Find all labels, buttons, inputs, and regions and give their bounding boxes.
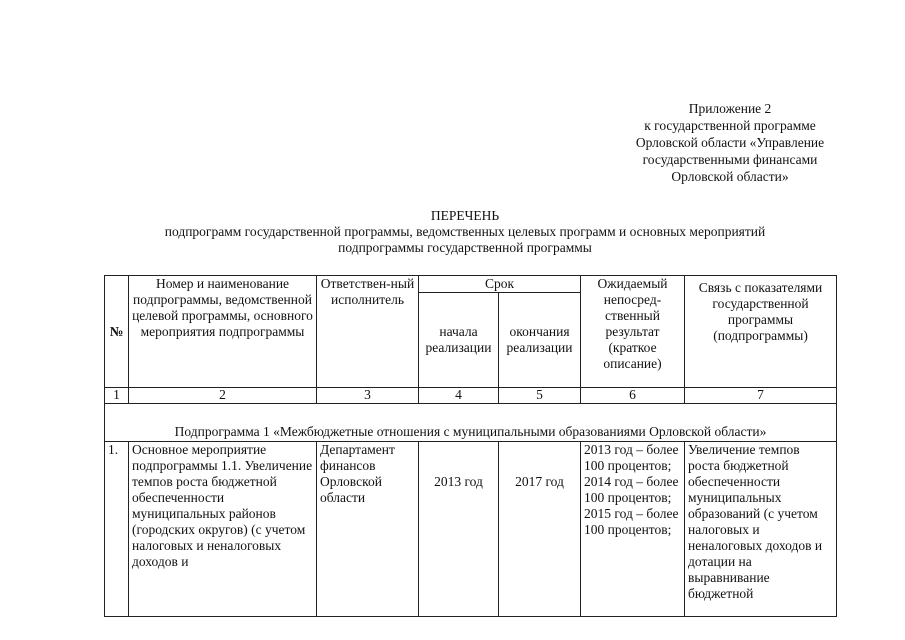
header-no: № [105,276,129,388]
header-result: Ожидаемый непосред-ственный результат (краткое описание) [581,276,685,388]
row-end: 2017 год [499,442,581,617]
header-executor: Ответствен-ный исполнитель [317,276,419,388]
column-number: 7 [685,388,837,404]
row-result: 2013 год – более 100 процентов; 2014 год – более 100 процентов; 2015 год – более 100 процентов; [581,442,685,617]
row-link: Увеличение темпов роста бюджетной обеспеченности муниципальных образований (с учетом налоговых и неналоговых доходов и дотации на выравнивание бюджетной [685,442,837,617]
appendix-line: к государственной программе [644,118,816,133]
column-number: 4 [419,388,499,404]
header-link: Связь с показателями государственной программы (подпрограммы) [685,276,837,388]
title-heading: ПЕРЕЧЕНЬ [430,208,500,223]
row-name: Основное мероприятие подпрограммы 1.1. Увеличение темпов роста бюджетной обеспеченности муниципальных районов (городских округов) (с учетом налоговых и неналоговых доходов и [129,442,317,617]
measures-table [104,275,837,617]
column-number: 2 [129,388,317,404]
title-line-2: подпрограммы государственной программы [338,240,592,255]
appendix-header [600,100,860,185]
document-title [100,208,830,256]
column-numbers-row [105,388,837,404]
row-no: 1. [105,442,129,617]
title-line-1: подпрограмм государственной программы, ведомственных целевых программ и основных мероприятий [164,224,766,239]
appendix-line: Орловской области «Управление [635,135,825,150]
table-row [105,442,837,617]
column-number: 5 [499,388,581,404]
header-name: Номер и наименование подпрограммы, ведомственной целевой программы, основного мероприятия подпрограммы [129,276,317,388]
column-number: 1 [105,388,129,404]
appendix-line: государственными финансами [642,152,818,167]
column-number: 3 [317,388,419,404]
appendix-line: Приложение 2 [688,101,772,116]
column-number: 6 [581,388,685,404]
appendix-line: Орловской области» [671,169,789,184]
row-executor: Департамент финансов Орловской области [317,442,419,617]
subprogram-row [105,404,837,442]
row-start: 2013 год [419,442,499,617]
subprogram-title: Подпрограмма 1 «Межбюджетные отношения с муниципальными образованиями Орловской области» [105,404,837,442]
header-term-start: начала реализации [419,293,499,388]
header-term: Срок [419,276,581,293]
header-term-end: окончания реализации [499,293,581,388]
